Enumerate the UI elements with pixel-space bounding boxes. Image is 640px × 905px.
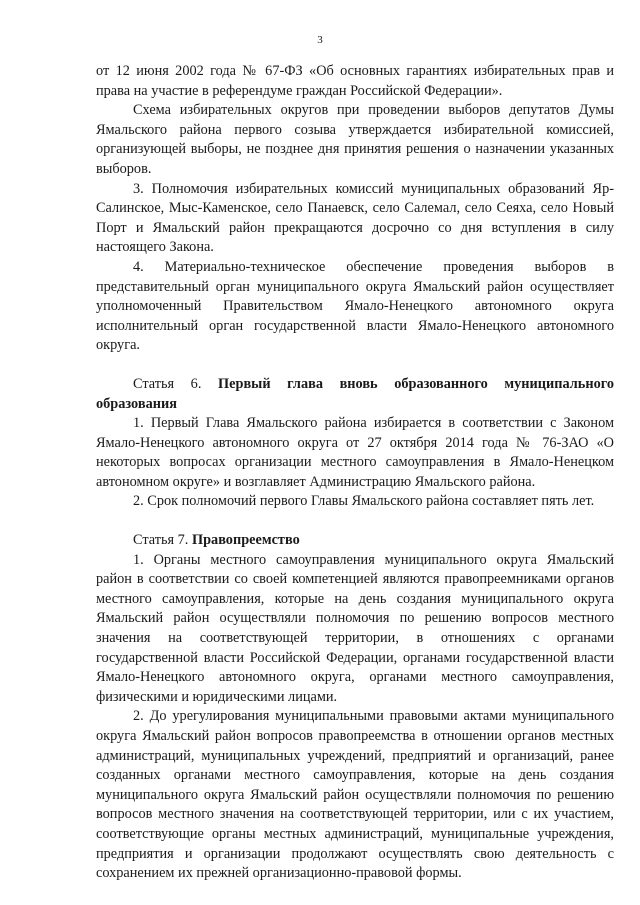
article-7-item-1: 1. Органы местного самоуправления муниципального округа Ямальский район в соответствии со своей компетенцией являются правопреемниками органов местного самоуправления, которые на день создания муниципального округа Ямальский район осуществляли полномочия по решению вопросов местного значения на соответствующей территории, в отношениях с органами государственной власти Российской Федерации, органами государственной власти Ямало-Ненецкого автономного округа, органами местного самоуправления, физическими и юридическими лицами. <box>96 551 614 705</box>
paragraph-item-3: 3. Полномочия избирательных комиссий муниципальных образований Яр-Салинское, Мыс-Каменское, село Панаевск, село Салемал, село Сеяха, село Новый Порт и Ямальский район прекращаются досрочно со дня вступления в силу настоящего Закона. <box>96 180 614 256</box>
article-6-item-1: 1. Первый Глава Ямальского района избирается в соответствии с Законом Ямало-Ненецкого автономного округа от 27 октября 2014 года № 76-ЗАО «О некоторых вопросах организации местного самоуправления в Ямало-Ненецком автономном округе» и возглавляет Администрацию Ямальского района. <box>96 415 614 490</box>
article-7-number: Статья 7. <box>133 532 189 549</box>
article-6-number: Статья 6. <box>133 375 202 392</box>
paragraph-scheme: Схема избирательных округов при проведении выборов депутатов Думы Ямальского района первого созыва утверждается избирательной комиссией, организующей выборы, не позднее дня принятия решения о назначении указанных выборов. <box>96 102 614 177</box>
paragraph-item-4: 4. Материально-техническое обеспечение проведения выборов в представительный орган муниципального округа Ямальский район осуществляет уполномоченный Правительством Ямало-Ненецкого автономного округа исполнительный орган государственной власти Ямало-Ненецкого автономного округа. <box>96 258 614 354</box>
article-6-item-2: 2. Срок полномочий первого Главы Ямальского района составляет пять лет. <box>133 493 595 510</box>
article-7-item-2: 2. До урегулирования муниципальными правовыми актами муниципального округа Ямальский район вопросов правопреемства в отношении органов местных администраций, муниципальных учреждений, предприятий и организаций, ранее созданных органами местного самоуправления, которые на день создания муниципального округа Ямальский район осуществляли полномочия по решению вопросов местного значения на соответствующей территории, или с их участием, соответствующие органы местных администраций, муниципальные учреждения, предприятия и организации продолжают осуществлять свою деятельность с сохранением их прежней организационно-правовой формы. <box>96 708 614 882</box>
article-6-heading <box>96 375 614 414</box>
article-6-title: Первый глава вновь образованного муниципального образования <box>96 375 615 412</box>
document-body <box>96 62 614 884</box>
page-number: 3 <box>317 34 323 46</box>
article-7-heading <box>96 531 614 551</box>
paragraph-continuation: от 12 июня 2002 года № 67-ФЗ «Об основных гарантиях избирательных прав и права на участие в референдуме граждан Российской Федерации». <box>96 63 614 99</box>
article-7-title: Правопреемство <box>191 532 300 549</box>
